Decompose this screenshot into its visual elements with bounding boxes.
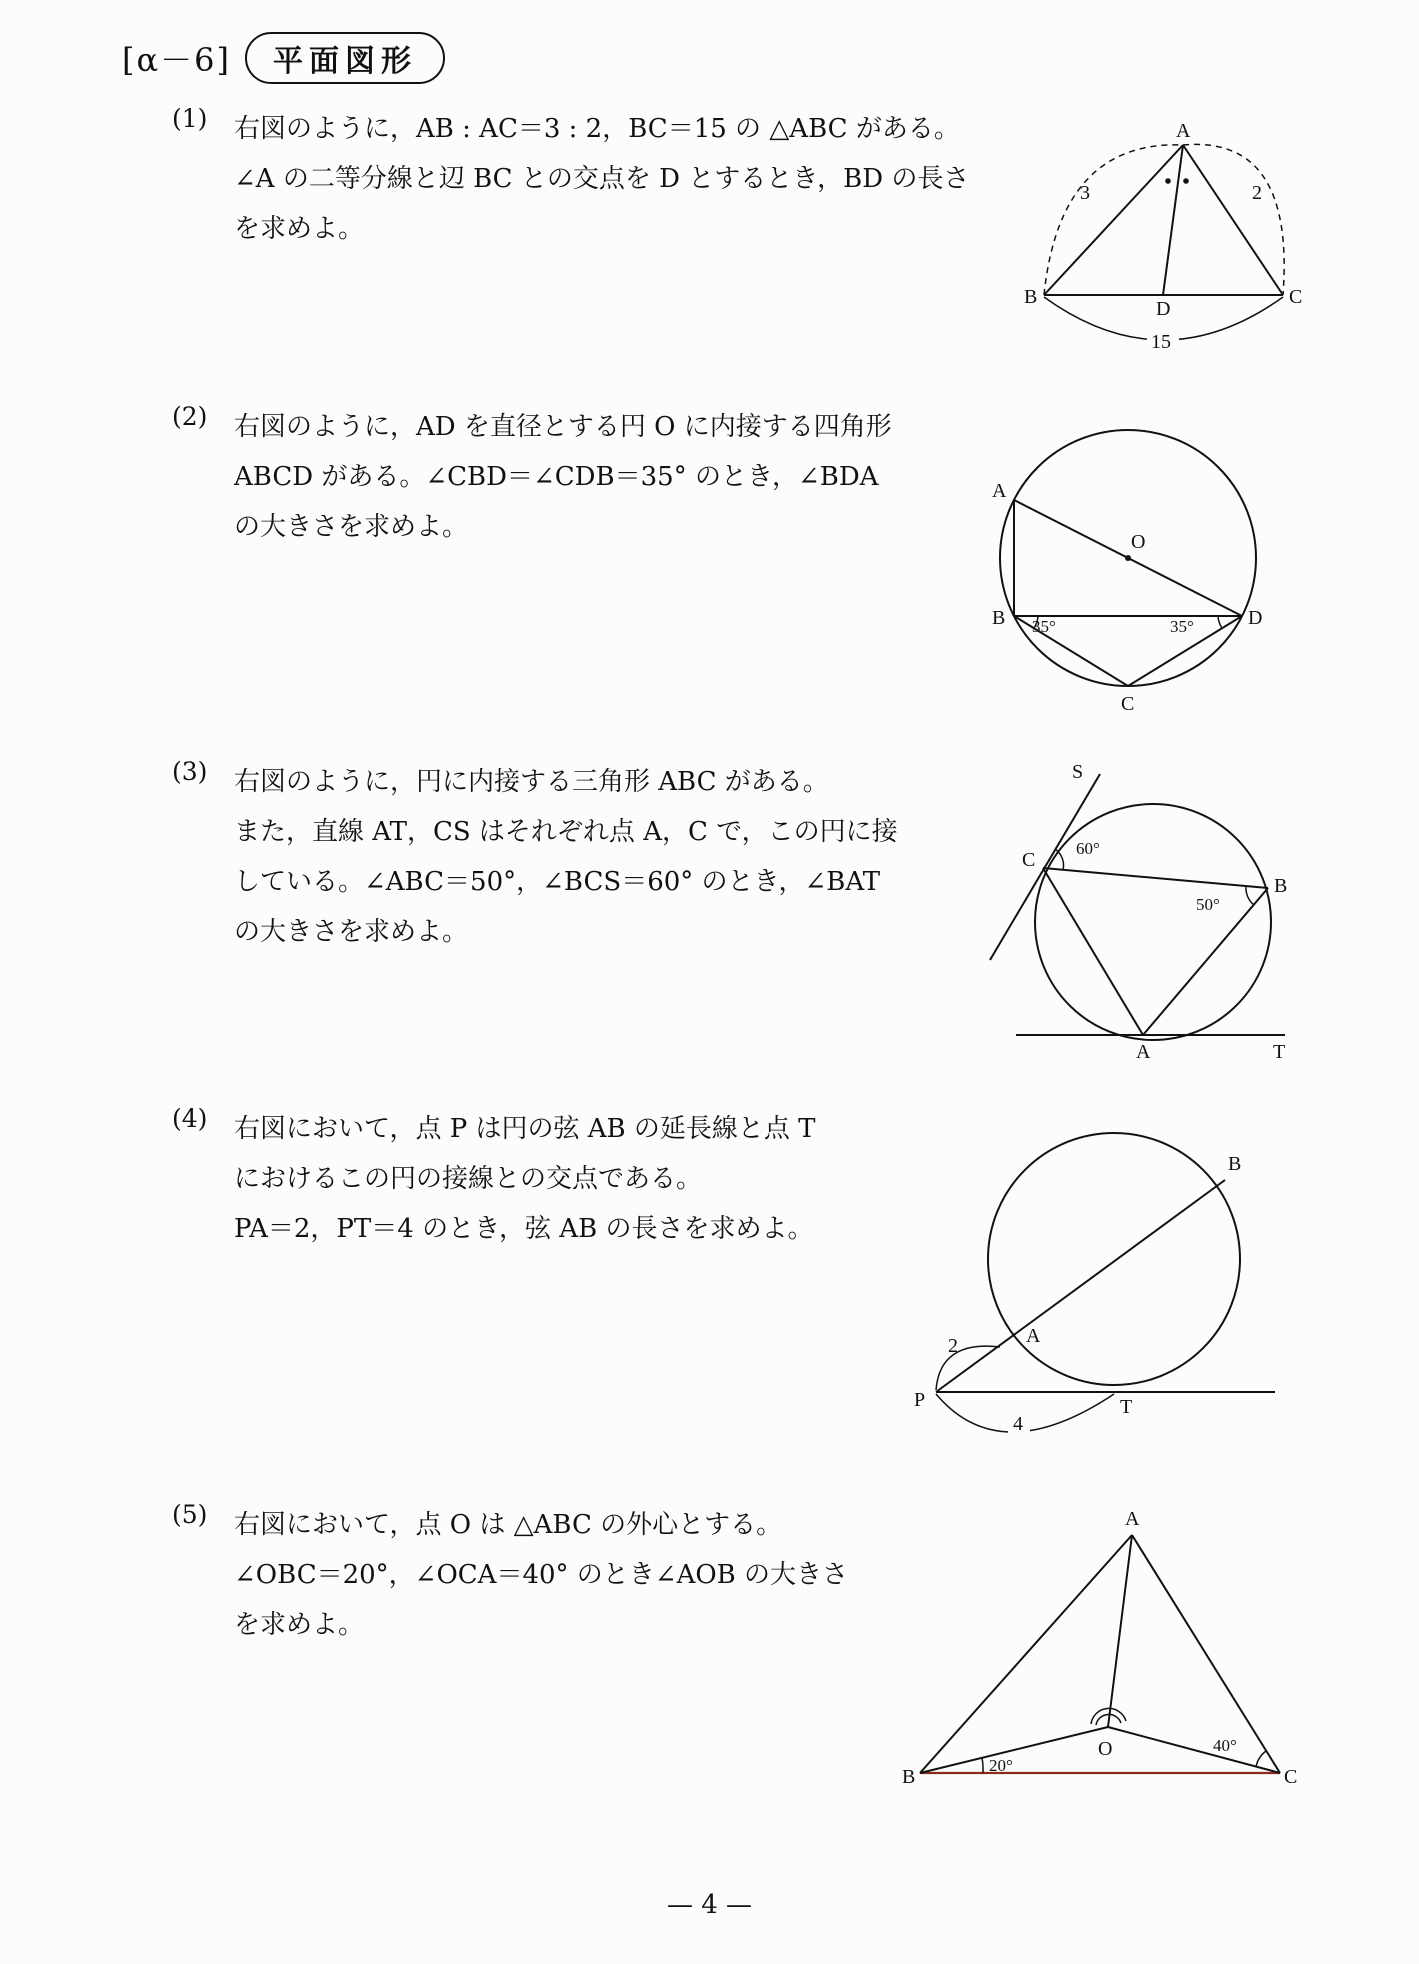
problem-line: 右図のように，AB : AC＝3 : 2，BC＝15 の △ABC がある。 <box>234 114 960 144</box>
figure-4-secant-tangent <box>900 1140 1300 1460</box>
length-label-pa: 2 <box>948 1335 958 1357</box>
problem-text <box>234 1500 848 1650</box>
secant-line-pb <box>936 1180 1225 1392</box>
problem-text <box>234 104 969 254</box>
point-label-b: B <box>902 1766 916 1788</box>
angle-mark-dot <box>1165 178 1171 184</box>
point-label-p: P <box>914 1389 926 1411</box>
ratio-label-ab: 3 <box>1080 182 1090 204</box>
point-label-s: S <box>1072 761 1084 783</box>
problem-line: 右図のように，円に内接する三角形 ABC がある。 <box>234 767 829 797</box>
center-point-o <box>1125 555 1131 561</box>
problem-line: の大きさを求めよ。 <box>234 512 469 542</box>
point-label-o: O <box>1131 531 1146 553</box>
section-label: [α－6] <box>122 41 231 79</box>
segment-oa <box>1108 1535 1132 1727</box>
figure-2-inscribed-quadrilateral <box>980 420 1280 715</box>
circulum <box>988 1133 1240 1385</box>
problem-number: (5) <box>172 1500 208 1529</box>
problem-line: ∠OBC＝20°，∠OCA＝40° のとき∠AOB の大きさ <box>234 1560 849 1590</box>
problem-line: を求めよ。 <box>234 214 365 244</box>
point-label-a: A <box>1125 1508 1140 1530</box>
problem-line: PA＝2，PT＝4 のとき，弦 AB の長さを求めよ。 <box>234 1214 814 1244</box>
problem-number: (3) <box>172 757 208 786</box>
angle-arc-bcs <box>1055 849 1064 870</box>
point-label-a: A <box>992 480 1007 502</box>
angle-arc-obc <box>982 1758 983 1773</box>
side-ac <box>1183 145 1283 295</box>
side-ab <box>1044 145 1183 295</box>
figure-5-circumcenter <box>900 1505 1320 1805</box>
section-badge: 平面図形 <box>245 32 445 84</box>
point-label-b: B <box>1274 875 1288 897</box>
point-label-b: B <box>1228 1153 1242 1175</box>
point-label-c: C <box>1121 693 1135 715</box>
problem-line: 右図において，点 P は円の弦 AB の延長線と点 T <box>234 1114 816 1144</box>
page-number: — 4 — <box>666 1890 753 1920</box>
angle-label-abc: 50° <box>1196 895 1220 914</box>
length-label-bc: 15 <box>1151 331 1171 353</box>
problem-line: している。∠ABC＝50°，∠BCS＝60° のとき，∠BAT <box>234 867 881 897</box>
angle-label-cdb: 35° <box>1170 617 1194 636</box>
point-label-a: A <box>1026 1325 1041 1347</box>
problem-number: (2) <box>172 402 208 431</box>
point-label-b: B <box>992 607 1006 629</box>
bisector-ad <box>1163 145 1183 295</box>
angle-mark-dot <box>1183 178 1189 184</box>
angle-label-oca: 40° <box>1213 1736 1237 1755</box>
problem-text <box>234 757 898 957</box>
angle-arc-abc <box>1246 886 1254 905</box>
problem-line: また，直線 AT，CS はそれぞれ点 A，C で，この円に接 <box>234 817 898 847</box>
problem-line: ∠A の二等分線と辺 BC との交点を D とするとき，BD の長さ <box>234 164 970 194</box>
point-label-a: A <box>1176 120 1191 142</box>
point-label-d: D <box>1156 298 1171 320</box>
side-ac <box>1132 1535 1280 1773</box>
point-label-o: O <box>1098 1738 1113 1760</box>
problem-line: 右図において，点 O は △ABC の外心とする。 <box>234 1510 783 1540</box>
tangent-line-cs <box>990 774 1100 960</box>
ratio-label-ac: 2 <box>1252 182 1262 204</box>
problem-text <box>234 402 892 552</box>
side-ca <box>1043 868 1143 1035</box>
problem-text <box>234 1104 816 1254</box>
problem-number: (1) <box>172 104 208 133</box>
point-label-t: T <box>1120 1396 1133 1418</box>
figure-3-tangent-lines <box>980 760 1300 1070</box>
problem-line: の大きさを求めよ。 <box>234 917 469 947</box>
segment-ob <box>920 1727 1108 1773</box>
side-cb <box>1043 868 1268 888</box>
problem-line: 右図のように，AD を直径とする円 O に内接する四角形 <box>234 412 892 442</box>
problem-line: におけるこの円の接線との交点である。 <box>234 1164 703 1194</box>
point-label-b: B <box>1024 286 1038 308</box>
length-label-pt: 4 <box>1013 1413 1023 1435</box>
figure-1-triangle-bisector <box>1020 115 1340 365</box>
angle-label-bcs: 60° <box>1076 839 1100 858</box>
segment-oc <box>1108 1727 1280 1773</box>
point-label-d: D <box>1248 607 1263 629</box>
point-label-a: A <box>1136 1041 1151 1063</box>
angle-label-obc: 20° <box>989 1756 1013 1775</box>
section-header <box>122 32 445 84</box>
point-label-t: T <box>1273 1041 1286 1063</box>
problem-line: を求めよ。 <box>234 1610 365 1640</box>
point-label-c: C <box>1289 286 1303 308</box>
angle-arc-oca <box>1256 1751 1266 1767</box>
problem-number: (4) <box>172 1104 208 1133</box>
point-label-c: C <box>1022 849 1036 871</box>
angle-arc-cdb <box>1218 616 1222 628</box>
circulum <box>1035 804 1271 1040</box>
problem-line: ABCD がある。∠CBD＝∠CDB＝35° のとき，∠BDA <box>234 462 879 492</box>
angle-label-cbd: 35° <box>1032 617 1056 636</box>
point-label-c: C <box>1284 1766 1298 1788</box>
